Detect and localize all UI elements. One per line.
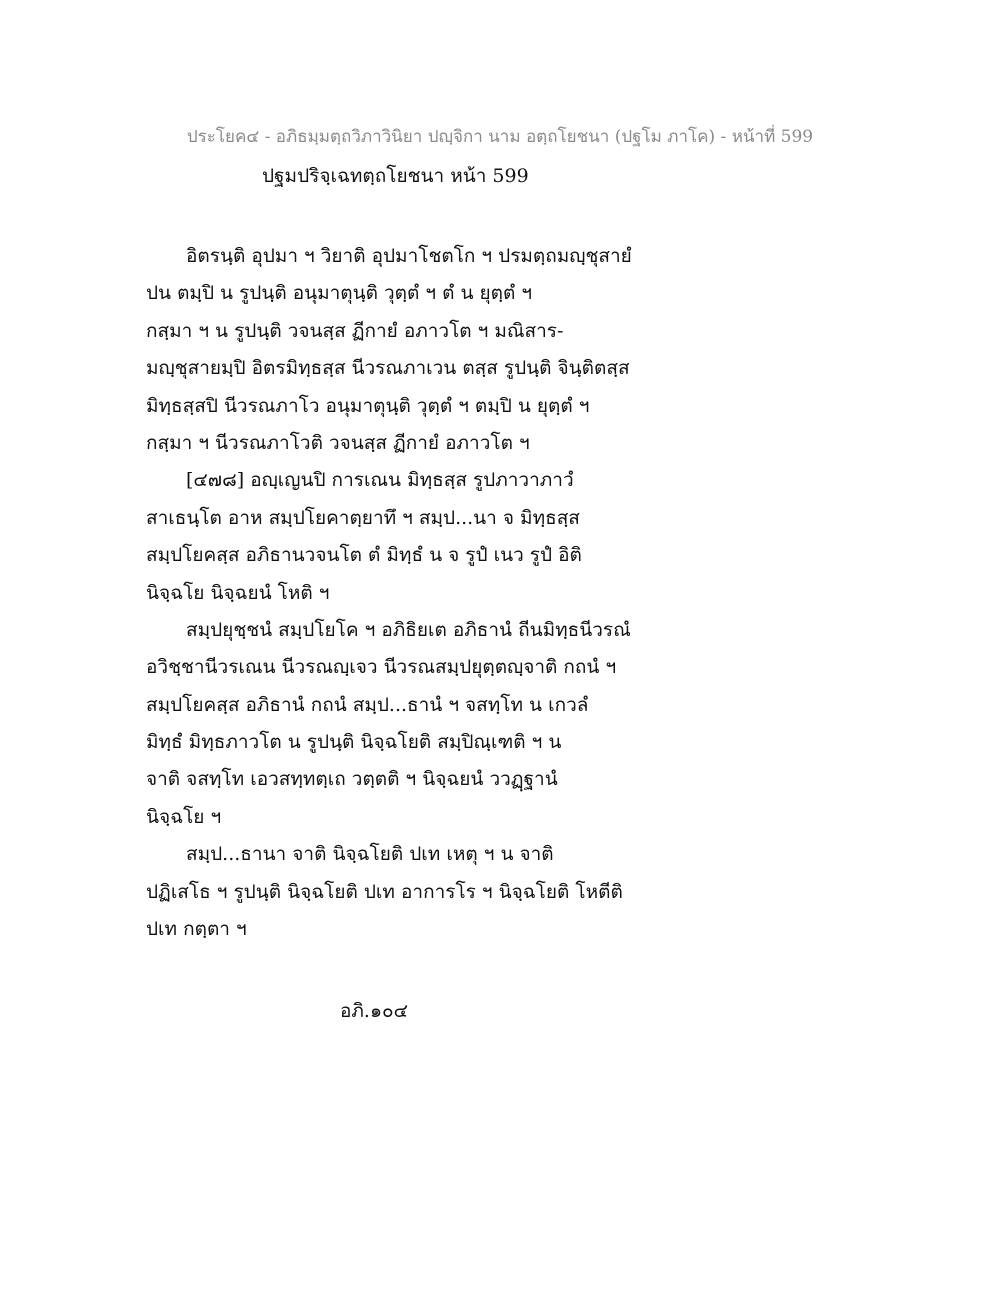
page-title: ปฐมปริจฺเฉทตฺถโยชนา หน้า 599: [262, 165, 529, 187]
running-header: ประโยค๔ - อภิธมฺมตฺถวิภาวินิยา ปญฺจิกา นาม อตฺถโยชนา (ปฐโม ภาโค) - หน้าที่ 599: [186, 127, 814, 147]
text-line: [๔๗๘] อญฺเญนปิ การเณน มิทฺธสฺส รูปภาวาภาวํ: [186, 469, 574, 492]
text-line: สมฺปยุชฺชนํ สมฺปโยโค ฯ อภิธิยเต อภิธานํ ถีนมิทฺธนีวรณํ: [186, 618, 631, 641]
text-line: สมฺป...ธานา จาติ นิจฺฉโยติ ปเท เหตุ ฯ น จาติ: [186, 843, 554, 866]
text-line: มญฺชุสายมฺปิ อิตรมิทฺธสฺส นีวรณภาเวน ตสฺส รูปนฺติ จินฺติตสฺส: [146, 357, 630, 380]
text-line: นิจฺฉโย นิจฺฉยนํ โหติ ฯ: [146, 581, 330, 604]
text-line: ปเท กตฺตา ฯ: [146, 918, 247, 941]
text-line: สมฺปโยคสฺส อภิธานวจนโต ตํ มิทฺธํ น จ รูปํ เนว รูปํ อิติ: [146, 544, 582, 567]
text-line: ปฏิเสโธ ฯ รูปนฺติ นิจฺฉโยติ ปเท อาการโร ฯ นิจฺฉโยติ โหตีติ: [146, 880, 623, 903]
text-line: จาติ จสทฺโท เอวสทฺทตฺเถ วตฺตติ ฯ นิจฺฉยนํ ววฏฺฐานํ: [146, 768, 558, 791]
text-line: นิจฺฉโย ฯ: [146, 805, 222, 828]
text-line: อวิชฺชานีวรเณน นีวรณญฺเจว นีวรณสมฺปยุตฺตญฺจาติ กถนํ ฯ: [146, 656, 617, 679]
text-line: สมฺปโยคสฺส อภิธานํ กถนํ สมฺป...ธานํ ฯ จสทฺโท น เกวลํ: [146, 693, 589, 716]
text-line: มิทฺธสฺสปิ นีวรณภาโว อนุมาตุนฺติ วุตฺตํ ฯ ตมฺปิ น ยุตฺตํ ฯ: [146, 394, 590, 417]
body-text: [146, 238, 686, 948]
text-line: สาเธนฺโต อาห สมฺปโยคาตฺยาทึ ฯ สมฺป...นา จ มิทฺธสฺส: [146, 506, 580, 529]
text-line: อิตรนฺติ อุปมา ฯ วิยาติ อุปมาโชตโก ฯ ปรมตฺถมญฺชุสายํ: [186, 245, 632, 267]
text-line: กสฺมา ฯ นีวรณภาโวติ วจนสฺส ฏีกายํ อภาวโต ฯ: [146, 431, 530, 454]
text-line: กสฺมา ฯ น รูปนฺติ วจนสฺส ฏีกายํ อภาวโต ฯ มณิสาร-: [146, 319, 564, 342]
text-line: มิทฺธํ มิทฺธภาวโต น รูปนฺติ นิจฺฉโยติ สมฺปิณฺเฑติ ฯ น: [146, 731, 562, 754]
text-line: ปน ตมฺปิ น รูปนฺติ อนุมาตุนฺติ วุตฺตํ ฯ ตํ น ยุตฺตํ ฯ: [146, 282, 533, 305]
page-marker: อภิ.๑๐๔: [340, 1000, 409, 1022]
